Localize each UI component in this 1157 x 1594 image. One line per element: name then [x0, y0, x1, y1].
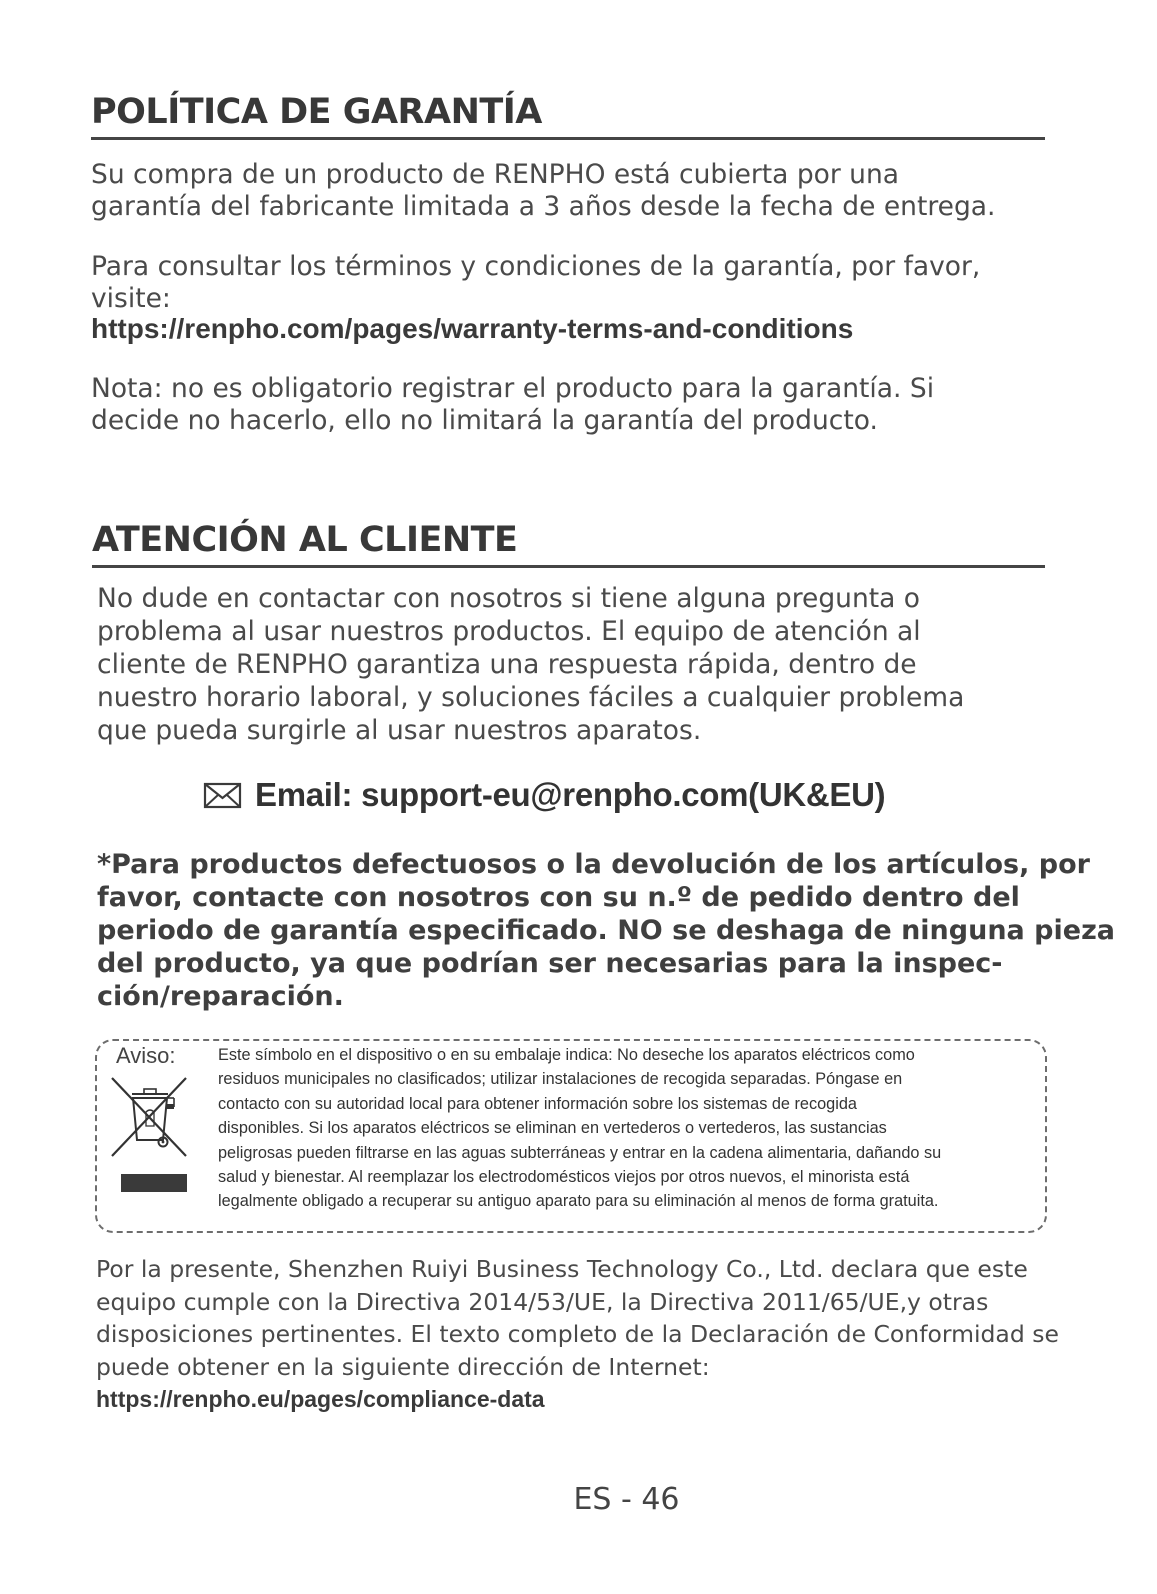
text-line: equipo cumple con la Directiva 2014/53/UE, la Directiva 2011/65/UE,y otras [96, 1287, 989, 1316]
text-line: Nota: no es obligatorio registrar el producto para la garantía. Si [91, 373, 935, 404]
warranty-divider [91, 137, 1045, 140]
support-title: ATENCIÓN AL CLIENTE [92, 520, 518, 560]
text-line: problema al usar nuestros productos. El equipo de atención al [97, 616, 921, 647]
text-line: Su compra de un producto de RENPHO está cubierta por una [91, 159, 900, 190]
text-line: Por la presente, Shenzhen Ruiyi Business Technology Co., Ltd. declara que este [96, 1255, 1028, 1283]
text-line: decide no hacerlo, ello no limitará la garantía del producto. [91, 405, 878, 436]
text-line: Este símbolo en el dispositivo o en su embalaje indica: No deseche los aparatos eléctricos como [218, 1046, 915, 1064]
text-line: No dude en contactar con nosotros si tiene alguna pregunta o [97, 583, 921, 614]
support-divider [92, 565, 1045, 568]
compliance-link[interactable]: https://renpho.eu/pages/compliance-data [96, 1386, 545, 1412]
text-line: periodo de garantía especificado. NO se deshaga de ninguna pieza [97, 915, 1115, 946]
text-line: puede obtener en la siguiente dirección de Internet: [96, 1352, 710, 1381]
text-line: peligrosas pueden filtrarse en las aguas subterráneas y entrar en la cadena alimentaria, dañando su [218, 1143, 942, 1162]
notice-label: Aviso: [113, 1043, 179, 1069]
support-intro [97, 582, 964, 747]
conformity-declaration [96, 1253, 1059, 1383]
text-line: disponibles. Si los aparatos eléctricos se eliminan en vertederos o vertederos, las sustancias [218, 1119, 887, 1138]
weee-crossed-bin-icon [108, 1074, 190, 1196]
support-email[interactable]: Email: support-eu@renpho.com(UK&EU) [255, 776, 886, 813]
text-line: residuos municipales no clasificados; utilizar instalaciones de recogida separadas. Póngase en [218, 1070, 903, 1089]
text-line: que pueda surgirle al usar nuestros aparatos. [97, 715, 702, 746]
text-line: disposiciones pertinentes. El texto completo de la Declaración de Conformidad se [96, 1320, 1059, 1349]
warranty-terms-link[interactable]: https://renpho.com/pages/warranty-terms-and-conditions [91, 313, 854, 344]
defective-products-note [97, 848, 1115, 1013]
text-line: salud y bienestar. Al reemplazar los electrodomésticos viejos por otros nuevos, el minorista está [218, 1168, 910, 1187]
text-line: favor, contacte con nosotros con su n.º de pedido dentro del [97, 882, 1020, 913]
envelope-icon [203, 781, 243, 809]
warranty-title: POLÍTICA DE GARANTÍA [91, 92, 542, 132]
warranty-paragraph [91, 159, 995, 223]
warranty-note [91, 373, 934, 437]
weee-notice-text [218, 1043, 941, 1214]
text-line: Para consultar los términos y condiciones de la garantía, por favor, [91, 251, 981, 282]
text-line: nuestro horario laboral, y soluciones fáciles a cualquier problema [97, 682, 965, 713]
page-number: ES - 46 [573, 1482, 680, 1517]
text-line: *Para productos defectuosos o la devolución de los artículos, por [97, 849, 1090, 880]
text-line: legalmente obligado a recuperar su antiguo aparato para su eliminación al menos de forma gratuita. [218, 1192, 939, 1211]
text-line: garantía del fabricante limitada a 3 años desde la fecha de entrega. [91, 191, 996, 222]
text-line: ción/reparación. [97, 981, 344, 1012]
text-line: cliente de RENPHO garantiza una respuesta rápida, dentro de [97, 649, 917, 680]
text-line: contacto con su autoridad local para obtener información sobre los sistemas de recogida [218, 1094, 857, 1113]
support-email-row [203, 776, 885, 814]
warranty-terms-paragraph [91, 251, 980, 315]
text-line: del producto, ya que podrían ser necesarias para la inspec- [97, 948, 1003, 979]
text-line: visite: [91, 283, 171, 314]
